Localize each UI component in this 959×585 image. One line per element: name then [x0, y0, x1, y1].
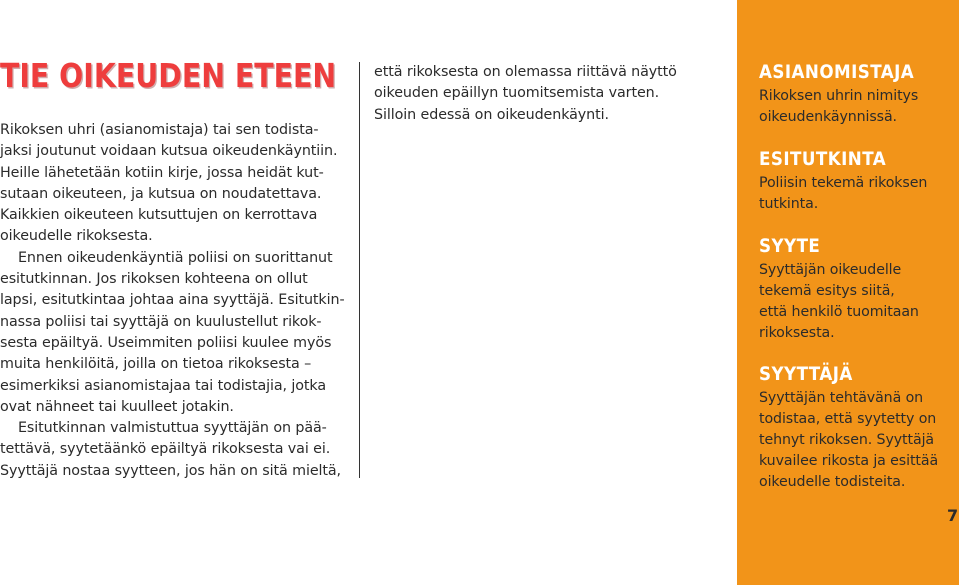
glossary-definition-line: oikeudelle todisteita.: [759, 474, 906, 490]
left-line: Rikoksen uhri (asianomistaja) tai sen todista-: [0, 122, 319, 138]
glossary-term: ESITUTKINTA: [759, 148, 887, 170]
glossary-definition-line: tekemä esitys siitä,: [759, 283, 895, 299]
left-line: jaksi joutunut voidaan kutsua oikeudenkäyntiin.: [0, 143, 338, 160]
page-heading: TIE OIKEUDEN ETEEN: [0, 56, 337, 95]
left-line: Heille lähetetään kotiin kirje, jossa heidät kut-: [0, 164, 324, 181]
glossary-definition-line: todistaa, että syytetty on: [759, 411, 937, 427]
glossary-entry-syyte: [759, 234, 954, 344]
middle-line: oikeuden epäillyn tuomitsemista varten.: [374, 85, 660, 102]
left-line: esitutkinnan. Jos rikoksen kohteena on ollut: [0, 271, 308, 288]
glossary-definition-line: Rikoksen uhrin nimitys: [759, 88, 919, 104]
glossary-term: SYYTTÄJÄ: [759, 363, 853, 385]
left-line: muita henkilöitä, joilla on tietoa rikoksesta –: [0, 356, 312, 373]
left-line: Esitutkinnan valmistuttua syyttäjän on pää-: [18, 420, 327, 437]
left-line: Kaikkien oikeuteen kutsuttujen on kerrottava: [0, 207, 318, 224]
glossary-definition-line: kuvailee rikosta ja esittää: [759, 453, 939, 469]
glossary-definition-line: oikeudenkäynnissä.: [759, 109, 897, 125]
glossary-entry-syyttaja: [759, 362, 954, 493]
left-line: tettävä, syytetäänkö epäiltyä rikoksesta vai ei.: [0, 441, 331, 458]
left-line: nassa poliisi tai syyttäjä on kuulustellut rikok-: [0, 313, 322, 330]
glossary-definition-line: Syyttäjän oikeudelle: [759, 262, 902, 278]
column-divider: [359, 62, 360, 478]
glossary-entry-asianomistaja: [759, 60, 954, 128]
page-number: 7: [947, 506, 959, 525]
glossary-definition-line: Syyttäjän tehtävänä on: [759, 390, 924, 406]
left-line: ovat nähneet tai kuulleet jotakin.: [0, 398, 234, 415]
middle-line: Silloin edessä on oikeudenkäynti.: [374, 106, 609, 123]
left-line: esimerkiksi asianomistajaa tai todistajia, jotka: [0, 377, 327, 394]
glossary-definition-line: tehnyt rikoksen. Syyttäjä: [759, 432, 935, 448]
left-line: Ennen oikeudenkäyntiä poliisi on suorittanut: [18, 249, 333, 266]
left-line: lapsi, esitutkintaa johtaa aina syyttäjä. Esitutkin-: [0, 292, 345, 309]
glossary-definition-line: että henkilö tuomitaan: [759, 304, 919, 320]
left-line: oikeudelle rikoksesta.: [0, 228, 153, 245]
left-line: Syyttäjä nostaa syytteen, jos hän on sitä mieltä,: [0, 462, 342, 479]
glossary-sidebar: [737, 0, 959, 585]
glossary-definition-line: tutkinta.: [759, 196, 819, 212]
middle-line: että rikoksesta on olemassa riittävä näyttö: [374, 64, 677, 80]
middle-text-column: [374, 62, 704, 126]
glossary-definition-line: Poliisin tekemä rikoksen: [759, 175, 928, 191]
glossary-term: ASIANOMISTAJA: [759, 61, 915, 83]
glossary-term: SYYTE: [759, 235, 821, 257]
left-text-column: [0, 120, 345, 482]
left-line: sutaan oikeuteen, ja kutsua on noudatettava.: [0, 185, 322, 202]
glossary-definition-line: rikoksesta.: [759, 325, 835, 341]
left-line: sesta epäiltyä. Useimmiten poliisi kuulee myös: [0, 334, 332, 351]
glossary-entry-esitutkinta: [759, 147, 954, 215]
